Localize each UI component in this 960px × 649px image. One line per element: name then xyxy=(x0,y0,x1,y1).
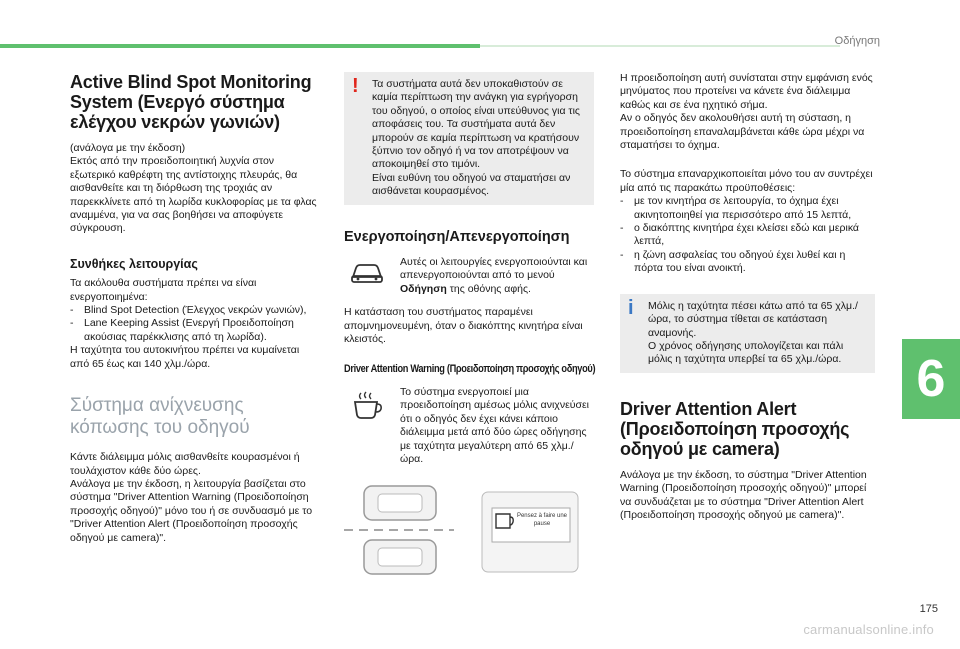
fatigue-text: Κάντε διάλειμμα μόλις αισθανθείτε κουρασμένοι ή τουλάχιστον κάθε δύο ώρες. Ανάλογα με την έκδοση, η λειτουργία βασίζεται στο σύστημα "Driver Attention Warning (Προειδοποίηση προσοχής οδηγού)" μόνο του ή σε συνδυασμό με το "Driver Attention Alert (Προειδοποίηση προσοχής οδηγού με camera)". xyxy=(70,451,313,544)
conditions-list xyxy=(70,304,320,344)
daw-title: Driver Attention Warning (Προειδοποίηση προσοχής οδηγού) xyxy=(344,362,596,375)
chapter-tab: 6 xyxy=(902,339,960,419)
list-item: - ο διακόπτης κινητήρα έχει κλείσει εδώ και μερικά λεπτά, xyxy=(620,222,875,249)
conditions-lead: Τα ακόλουθα συστήματα πρέπει να είναι ενεργοποιημένα: xyxy=(70,277,257,303)
activation-note: Η κατάσταση του συστήματος παραμένει απομνημονευμένη, όταν ο διακόπτης κινητήρα είναι κλειστός. xyxy=(344,306,583,346)
dac-title: Driver Attention Alert (Προειδοποίηση προσοχής οδηγού με camera) xyxy=(620,398,850,459)
warning-description: Η προειδοποίηση αυτή συνίσταται στην εμφάνιση ενός μηνύματος που προτείνει να κάνετε ένα διάλειμμα καθώς και σε ένα ηχητικό σήμα. Αν ο οδηγός δεν ακολουθήσει αυτή τη σύσταση, η προειδοποίηση επαναλαμβάνεται κάθε ώρα μέχρι να σταματήσει το όχημα. xyxy=(620,72,873,152)
warning-box xyxy=(344,72,594,205)
header-line xyxy=(480,45,840,47)
fatigue-title: Σύστημα ανίχνευσης κόπωσης του οδηγού xyxy=(70,395,250,439)
menu-name: Οδήγηση xyxy=(400,282,447,295)
column-right xyxy=(620,72,875,522)
dac-text: Ανάλογα με την έκδοση, το σύστημα "Driver Attention Warning (Προειδοποίηση προσοχής οδηγού)" μπορεί να συνδυάζεται με το σύστημα "Driver Attention Alert (Προειδοποίηση προσοχής οδηγού με camera)". xyxy=(620,468,867,521)
list-item: - Lane Keeping Assist (Ενεργή Προειδοποίηση ακούσιας παρέκκλισης από τη λωρίδα). xyxy=(70,317,320,344)
list-item: - με τον κινητήρα σε λειτουργία, το όχημα έχει ακινητοποιηθεί για περισσότερο από 15 λεπτά, xyxy=(620,195,875,222)
warning-text: Τα συστήματα αυτά δεν υποκαθιστούν σε καμία περίπτωση την ανάγκη για εγρήγορση του οδηγού, ο οποίος είναι υπεύθυνος για τις αποφάσεις του. Τα συστήματα αυτά δεν μπορούν σε καμία περίπτωση να κρατήσουν ξύπνιο τον οδηγό ή να τον αποτρέψουν να αποκοιμηθεί στο τιμόνι. Είναι ευθύνη του οδηγού να σταματήσει αν αισθάνεται κουρασμένος. xyxy=(372,78,580,198)
column-left xyxy=(70,72,320,545)
car-menu-icon xyxy=(344,256,390,296)
daw-row xyxy=(344,386,594,466)
section-header: Οδήγηση xyxy=(834,35,880,47)
info-icon: i xyxy=(628,296,634,319)
abs-intro: (ανάλογα με την έκδοση) Εκτός από την προειδοποιητική λυχνία στον εξωτερικό καθρέφτη της αντίστοιχης πλευράς, θα αισθανθείτε και τη διόρθωση της τροχιάς αν παρεκκλίνετε από τη λωρίδα κυκλοφορίας με τα φλας αναμμένα, για να σας βοηθήσει να αποφύγετε σύγκρουση. xyxy=(70,142,317,235)
display-message: Pensez à faire une pause xyxy=(516,513,568,528)
activation-row xyxy=(344,256,594,296)
abs-title: Active Blind Spot Monitoring System (Ενεργό σύστημα ελέγχου νεκρών γωνιών) xyxy=(70,72,312,132)
info-text: Μόλις η ταχύτητα πέσει κάτω από τα 65 χλμ./ώρα, το σύστημα τίθεται σε κατάσταση αναμονής. Ο χρόνος οδήγησης υπολογίζεται και πάλι μόλις η ταχύτητα υπερβεί τα 65 χλμ./ώρα. xyxy=(648,299,858,366)
activation-title: Ενεργοποίηση/Απενεργοποίηση xyxy=(344,228,570,245)
list-item: - Blind Spot Detection (Έλεγχος νεκρών γωνιών), xyxy=(70,304,320,317)
info-box xyxy=(620,294,875,373)
activation-text: Αυτές οι λειτουργίες ενεργοποιούνται και απενεργοποιούνται από το μενού Οδήγηση της οθόνης αφής. xyxy=(400,256,588,295)
conditions-title: Συνθήκες λειτουργίας xyxy=(70,256,198,271)
warning-icon: ! xyxy=(352,75,359,97)
watermark: carmanualsonline.info xyxy=(803,622,934,637)
column-middle xyxy=(344,72,594,576)
page-number: 175 xyxy=(919,603,938,615)
reset-lead: Το σύστημα επαναρχικοποιείται μόνο του αν συντρέχει μία από τις παρακάτω προϋποθέσεις: xyxy=(620,168,873,194)
coffee-cup-icon xyxy=(344,386,390,466)
conditions-speed: Η ταχύτητα του αυτοκινήτου πρέπει να κυμαίνεται από 65 έως και 140 χλμ./ώρα. xyxy=(70,344,300,370)
dashboard-illustration xyxy=(344,484,579,576)
header-accent-line xyxy=(0,44,480,48)
reset-list xyxy=(620,195,875,275)
daw-text: Το σύστημα ενεργοποιεί μια προειδοποίηση αμέσως μόλις ανιχνεύσει ότι ο οδηγός δεν έχει κάνει κάποιο διάλειμμα μετά από δύο ώρες οδήγησης με ταχύτητα μεγαλύτερη από 65 χλμ./ώρα. xyxy=(400,385,589,465)
list-item: - η ζώνη ασφαλείας του οδηγού έχει λυθεί και η πόρτα του είναι ανοικτή. xyxy=(620,249,875,276)
